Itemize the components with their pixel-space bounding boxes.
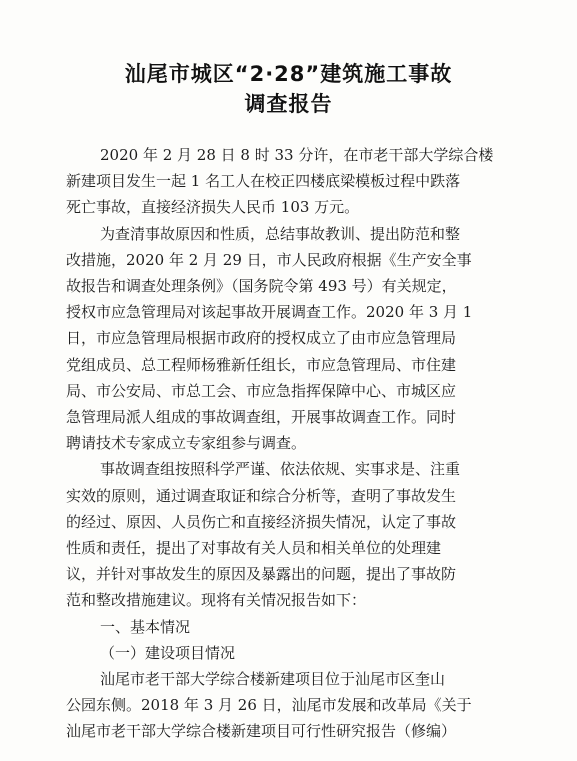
subsection-heading: （一）建设项目情况 (100, 643, 236, 662)
body-line: 授权市应急管理局对该起事故开展调查工作。2020 年 3 月 1 (66, 303, 473, 322)
body-line: 日，市应急管理局根据市政府的授权成立了由市应急管理局 (66, 329, 457, 348)
section-heading: 一、基本情况 (100, 617, 191, 636)
body-line: 性质和责任，提出了对事故有关人员和相关单位的处理建 (66, 539, 442, 557)
report-title-line-1: 汕尾市城区“2·28”建筑施工事故 (124, 62, 453, 86)
body-line: 的经过、原因、人员伤亡和直接经济损失情况，认定了事故 (66, 512, 457, 531)
body-line: 汕尾市老干部大学综合楼新建项目可行性研究报告（修编） (66, 722, 457, 741)
body-line: 聘请技术专家成立专家组参与调查。 (66, 434, 307, 453)
body-line: 汕尾市老干部大学综合楼新建项目位于汕尾市区奎山 (100, 670, 446, 688)
body-line: 急管理局派人组成的事故调查组，开展事故调查工作。同时 (66, 408, 457, 426)
body-line: 范和整改措施建议。现将有关情况报告如下： (66, 591, 367, 610)
body-line: 改措施，2020 年 2 月 29 日，市人民政府根据《生产安全事 (66, 250, 472, 269)
body-line: 死亡事故，直接经济损失人民币 103 万元。 (66, 198, 360, 217)
body-line: 公园东侧。2018 年 3 月 26 日，汕尾市发展和改革局《关于 (66, 696, 472, 715)
body-line: 局、市公安局、市总工会、市应急指挥保障中心、市城区应 (66, 381, 457, 400)
report-title-line-2: 调查报告 (244, 92, 333, 116)
body-line: 党组成员、总工程师杨雅新任组长，市应急管理局、市住建 (66, 355, 457, 374)
body-line: 事故调查组按照科学严谨、依法依规、实事求是、注重 (100, 460, 461, 479)
body-line: 实效的原则，通过调查取证和综合分析等，查明了事故发生 (66, 486, 457, 505)
body-line: 议，并针对事故发生的原因及暴露出的问题，提出了事故防 (66, 565, 457, 584)
body-line: 2020 年 2 月 28 日 8 时 33 分许，在市老干部大学综合楼 (100, 146, 494, 164)
body-line: 新建项目发生一起 1 名工人在校正四楼底梁模板过程中跌落 (66, 172, 461, 191)
body-line: 为查清事故原因和性质，总结事故教训、提出防范和整 (100, 224, 461, 243)
body-line: 故报告和调查处理条例》（国务院令第 493 号）有关规定， (66, 277, 457, 295)
